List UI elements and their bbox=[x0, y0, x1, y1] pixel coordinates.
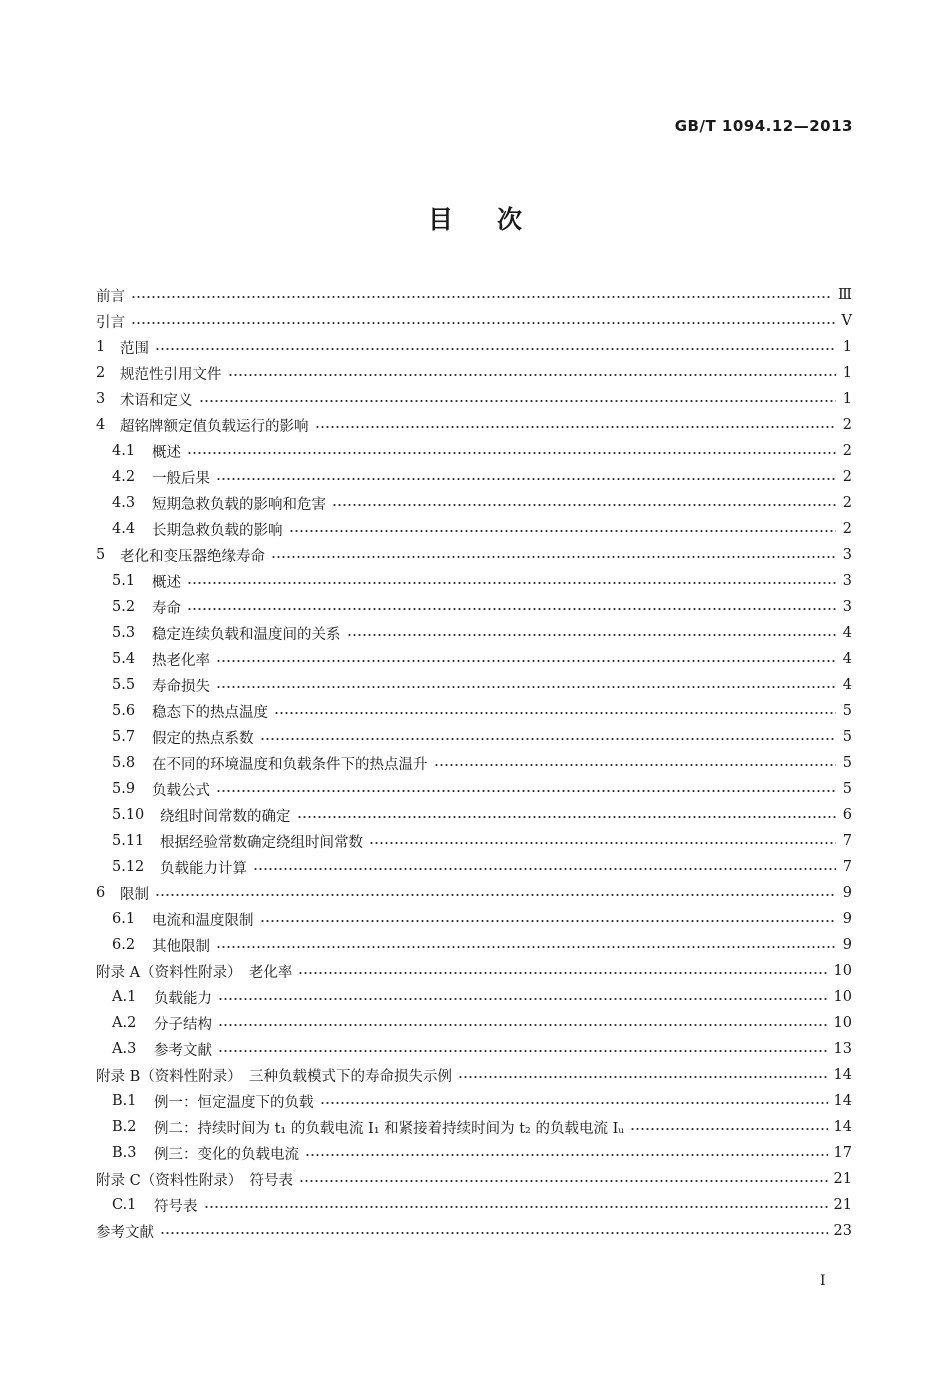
toc-entry[interactable] bbox=[96, 594, 852, 620]
toc-entry[interactable] bbox=[96, 360, 852, 386]
toc-entry-page: 9 bbox=[842, 937, 852, 953]
toc-entry-number: 5.8 bbox=[112, 755, 136, 771]
toc-entry-page: 5 bbox=[842, 755, 852, 771]
toc-entry-number: 5.6 bbox=[112, 703, 136, 719]
toc-entry-page: 7 bbox=[842, 859, 852, 875]
toc-entry-number: 3 bbox=[96, 391, 106, 407]
toc-entry-page: 5 bbox=[842, 781, 852, 797]
toc-entry-page: 10 bbox=[833, 963, 852, 979]
dot-leader bbox=[216, 937, 836, 951]
dot-leader bbox=[216, 781, 836, 795]
toc-entry[interactable] bbox=[96, 1192, 852, 1218]
toc-entry-label: 引言 bbox=[96, 314, 125, 331]
toc-entry-label: 一般后果 bbox=[152, 470, 210, 487]
toc-entry-number: A.1 bbox=[112, 989, 137, 1005]
toc-entry-label: 负载能力计算 bbox=[160, 860, 247, 877]
dot-leader bbox=[160, 1223, 828, 1237]
toc-entry-label: 超铭牌额定值负载运行的影响 bbox=[120, 418, 309, 435]
toc-entry-number: B.3 bbox=[112, 1145, 137, 1161]
dot-leader bbox=[218, 1015, 828, 1029]
toc-entry-number: 5.11 bbox=[112, 833, 145, 849]
toc-entry-page: 9 bbox=[842, 911, 852, 927]
toc-entry[interactable] bbox=[96, 1166, 852, 1192]
toc-entry[interactable] bbox=[96, 1010, 852, 1036]
toc-entry-number: 4.1 bbox=[112, 443, 136, 459]
dot-leader bbox=[315, 417, 837, 431]
toc-entry[interactable] bbox=[96, 1140, 852, 1166]
toc-entry-number: A.3 bbox=[112, 1041, 137, 1057]
toc-entry-page: 2 bbox=[842, 469, 852, 485]
dot-leader bbox=[297, 807, 837, 821]
toc-entry-page: 2 bbox=[842, 495, 852, 511]
toc-entry-page: 3 bbox=[842, 573, 852, 589]
dot-leader bbox=[216, 469, 836, 483]
dot-leader bbox=[630, 1119, 827, 1133]
toc-entry-page: 14 bbox=[833, 1093, 852, 1109]
dot-leader bbox=[260, 729, 837, 743]
dot-leader bbox=[155, 339, 836, 353]
toc-entry-page: 10 bbox=[833, 1015, 852, 1031]
toc-entry-page: 6 bbox=[842, 807, 852, 823]
toc-entry-label: 范围 bbox=[120, 340, 149, 357]
toc-entry-number: 4.3 bbox=[112, 495, 136, 511]
toc-entry-number: 5.7 bbox=[112, 729, 136, 745]
dot-leader bbox=[271, 547, 836, 561]
toc-entry[interactable] bbox=[96, 386, 852, 412]
toc-entry-page: 1 bbox=[842, 339, 852, 355]
toc-entry[interactable] bbox=[96, 932, 852, 958]
toc-entry-label: 老化和变压器绝缘寿命 bbox=[120, 548, 265, 565]
toc-entry-number: 5 bbox=[96, 547, 106, 563]
toc-entry-label: 术语和定义 bbox=[120, 392, 193, 409]
page-number: Ⅰ bbox=[820, 1273, 826, 1289]
toc-entry-page: 1 bbox=[842, 365, 852, 381]
toc-entry[interactable] bbox=[96, 1036, 852, 1062]
toc-entry-number: 5.4 bbox=[112, 651, 136, 667]
toc-entry[interactable] bbox=[96, 620, 852, 646]
toc-entry-page: 21 bbox=[833, 1171, 852, 1187]
dot-leader bbox=[216, 677, 836, 691]
toc-entry-page: 4 bbox=[842, 651, 852, 667]
dot-leader bbox=[218, 1041, 828, 1055]
toc-entry[interactable] bbox=[96, 516, 852, 542]
toc-entry[interactable] bbox=[96, 412, 852, 438]
toc-entry-label: 负载能力 bbox=[154, 990, 212, 1007]
toc-entry-number: 6.1 bbox=[112, 911, 136, 927]
toc-entry-label: 附录 A（资料性附录） 老化率 bbox=[96, 964, 293, 981]
toc-entry[interactable] bbox=[96, 828, 852, 854]
toc-entry-label: 寿命损失 bbox=[152, 678, 210, 695]
toc-entry-label: 在不同的环境温度和负载条件下的热点温升 bbox=[152, 756, 428, 773]
toc-entry-page: 5 bbox=[842, 729, 852, 745]
toc-entry-label: 假定的热点系数 bbox=[152, 730, 254, 747]
toc-entry-number: 5.10 bbox=[112, 807, 145, 823]
toc-entry-label: 前言 bbox=[96, 288, 125, 305]
toc-entry-label: 参考文献 bbox=[96, 1224, 154, 1241]
toc-entry-label: 负载公式 bbox=[152, 782, 210, 799]
toc-entry[interactable] bbox=[96, 542, 852, 568]
toc-entry-number: A.2 bbox=[112, 1015, 137, 1031]
toc-entry-number: B.2 bbox=[112, 1119, 137, 1135]
toc-entry-label: 短期急救负载的影响和危害 bbox=[152, 496, 326, 513]
toc-entry-page: 14 bbox=[833, 1119, 852, 1135]
dot-leader bbox=[369, 833, 836, 847]
dot-leader bbox=[274, 703, 836, 717]
toc-entry-number: 5.12 bbox=[112, 859, 145, 875]
standard-number: GB/T 1094.12—2013 bbox=[674, 117, 853, 135]
dot-leader bbox=[260, 911, 837, 925]
toc-entry-page: 2 bbox=[842, 417, 852, 433]
dot-leader bbox=[199, 391, 837, 405]
toc-entry-page: 10 bbox=[833, 989, 852, 1005]
toc-entry[interactable] bbox=[96, 698, 852, 724]
dot-leader bbox=[187, 443, 836, 457]
toc-entry[interactable] bbox=[96, 568, 852, 594]
toc-entry-label: 稳定连续负载和温度间的关系 bbox=[152, 626, 341, 643]
dot-leader bbox=[253, 859, 836, 873]
toc-entry-page: 17 bbox=[833, 1145, 852, 1161]
toc-entry-label: 电流和温度限制 bbox=[152, 912, 254, 929]
toc-entry-page: 23 bbox=[833, 1223, 852, 1239]
toc-entry-number: 5.5 bbox=[112, 677, 136, 693]
toc-entry-page: 13 bbox=[833, 1041, 852, 1057]
toc-entry[interactable] bbox=[96, 802, 852, 828]
dot-leader bbox=[299, 1171, 828, 1185]
toc-entry[interactable] bbox=[96, 776, 852, 802]
dot-leader bbox=[320, 1093, 828, 1107]
toc-entry-number: 5.3 bbox=[112, 625, 136, 641]
toc-entry-label: 例二：持续时间为 t₁ 的负载电流 I₁ 和紧接着持续时间为 t₂ 的负载电流 Iᵤ bbox=[154, 1120, 625, 1137]
toc-entry-label: 概述 bbox=[152, 444, 181, 461]
dot-leader bbox=[204, 1197, 828, 1211]
toc-entry-label: 稳态下的热点温度 bbox=[152, 704, 268, 721]
dot-leader bbox=[305, 1145, 828, 1159]
toc-entry-number: 2 bbox=[96, 365, 106, 381]
toc-entry-number: 5.2 bbox=[112, 599, 136, 615]
toc-entry[interactable] bbox=[96, 334, 852, 360]
toc-entry-page: Ⅲ bbox=[838, 287, 852, 303]
toc-entry-label: 附录 C（资料性附录） 符号表 bbox=[96, 1172, 293, 1189]
dot-leader bbox=[298, 963, 827, 977]
toc-entry-label: 附录 B（资料性附录） 三种负载模式下的寿命损失示例 bbox=[96, 1068, 453, 1085]
dot-leader bbox=[155, 885, 836, 899]
toc-entry-number: 5.9 bbox=[112, 781, 136, 797]
toc-entry-label: 长期急救负载的影响 bbox=[152, 522, 283, 539]
toc-entry-page: 7 bbox=[842, 833, 852, 849]
toc-entry-number: 5.1 bbox=[112, 573, 136, 589]
toc-entry-page: Ⅴ bbox=[841, 313, 852, 329]
toc-entry-number: B.1 bbox=[112, 1093, 137, 1109]
dot-leader bbox=[434, 755, 837, 769]
toc-entry[interactable] bbox=[96, 880, 852, 906]
page-title: 目次 bbox=[427, 205, 566, 234]
dot-leader bbox=[347, 625, 837, 639]
toc-entry[interactable] bbox=[96, 984, 852, 1010]
toc-entry-page: 4 bbox=[842, 625, 852, 641]
toc-entry[interactable] bbox=[96, 1218, 852, 1244]
toc-entry-number: 6.2 bbox=[112, 937, 136, 953]
toc-entry-number: 6 bbox=[96, 885, 106, 901]
toc-entry[interactable] bbox=[96, 464, 852, 490]
toc-entry-number: 4 bbox=[96, 417, 106, 433]
toc-entry[interactable] bbox=[96, 958, 852, 984]
dot-leader bbox=[216, 651, 836, 665]
toc-entry-label: 概述 bbox=[152, 574, 181, 591]
toc-entry-label: 寿命 bbox=[152, 600, 181, 617]
toc-entry-label: 规范性引用文件 bbox=[120, 366, 222, 383]
toc-entry-page: 5 bbox=[842, 703, 852, 719]
toc-entry-label: 符号表 bbox=[154, 1198, 198, 1215]
toc-entry-page: 3 bbox=[842, 547, 852, 563]
toc-entry[interactable] bbox=[96, 646, 852, 672]
toc-entry[interactable] bbox=[96, 490, 852, 516]
toc-entry[interactable] bbox=[96, 854, 852, 880]
toc-entry-page: 2 bbox=[842, 521, 852, 537]
dot-leader bbox=[218, 989, 828, 1003]
toc-entry[interactable] bbox=[96, 308, 852, 334]
toc-entry-page: 3 bbox=[842, 599, 852, 615]
dot-leader bbox=[458, 1067, 828, 1081]
dot-leader bbox=[228, 365, 837, 379]
toc-entry[interactable] bbox=[96, 282, 852, 308]
toc-entry-label: 例一：恒定温度下的负载 bbox=[154, 1094, 314, 1111]
toc-entry-page: 9 bbox=[842, 885, 852, 901]
toc-entry-page: 1 bbox=[842, 391, 852, 407]
dot-leader bbox=[131, 313, 836, 327]
toc-entry-label: 绕组时间常数的确定 bbox=[160, 808, 291, 825]
toc-entry-label: 热老化率 bbox=[152, 652, 210, 669]
toc-entry-number: 4.2 bbox=[112, 469, 136, 485]
toc-entry-number: 1 bbox=[96, 339, 106, 355]
toc-entry-number: 4.4 bbox=[112, 521, 136, 537]
toc-entry[interactable] bbox=[96, 672, 852, 698]
toc-entry-number: C.1 bbox=[112, 1197, 137, 1213]
dot-leader bbox=[187, 573, 836, 587]
toc-entry[interactable] bbox=[96, 906, 852, 932]
toc-entry-page: 21 bbox=[833, 1197, 852, 1213]
toc-entry-label: 参考文献 bbox=[154, 1042, 212, 1059]
toc-entry-label: 根据经验常数确定绕组时间常数 bbox=[160, 834, 363, 851]
table-of-contents bbox=[96, 282, 852, 1244]
toc-entry[interactable] bbox=[96, 1088, 852, 1114]
dot-leader bbox=[131, 287, 832, 301]
toc-entry-label: 其他限制 bbox=[152, 938, 210, 955]
dot-leader bbox=[289, 521, 837, 535]
dot-leader bbox=[187, 599, 836, 613]
toc-entry-label: 例三：变化的负载电流 bbox=[154, 1146, 299, 1163]
toc-entry-page: 4 bbox=[842, 677, 852, 693]
toc-entry-page: 2 bbox=[842, 443, 852, 459]
toc-entry-label: 限制 bbox=[120, 886, 149, 903]
toc-entry[interactable] bbox=[96, 724, 852, 750]
toc-entry-label: 分子结构 bbox=[154, 1016, 212, 1033]
toc-entry[interactable] bbox=[96, 750, 852, 776]
toc-entry-page: 14 bbox=[833, 1067, 852, 1083]
toc-entry[interactable] bbox=[96, 1062, 852, 1088]
toc-entry[interactable] bbox=[96, 1114, 852, 1140]
toc-entry[interactable] bbox=[96, 438, 852, 464]
dot-leader bbox=[332, 495, 836, 509]
